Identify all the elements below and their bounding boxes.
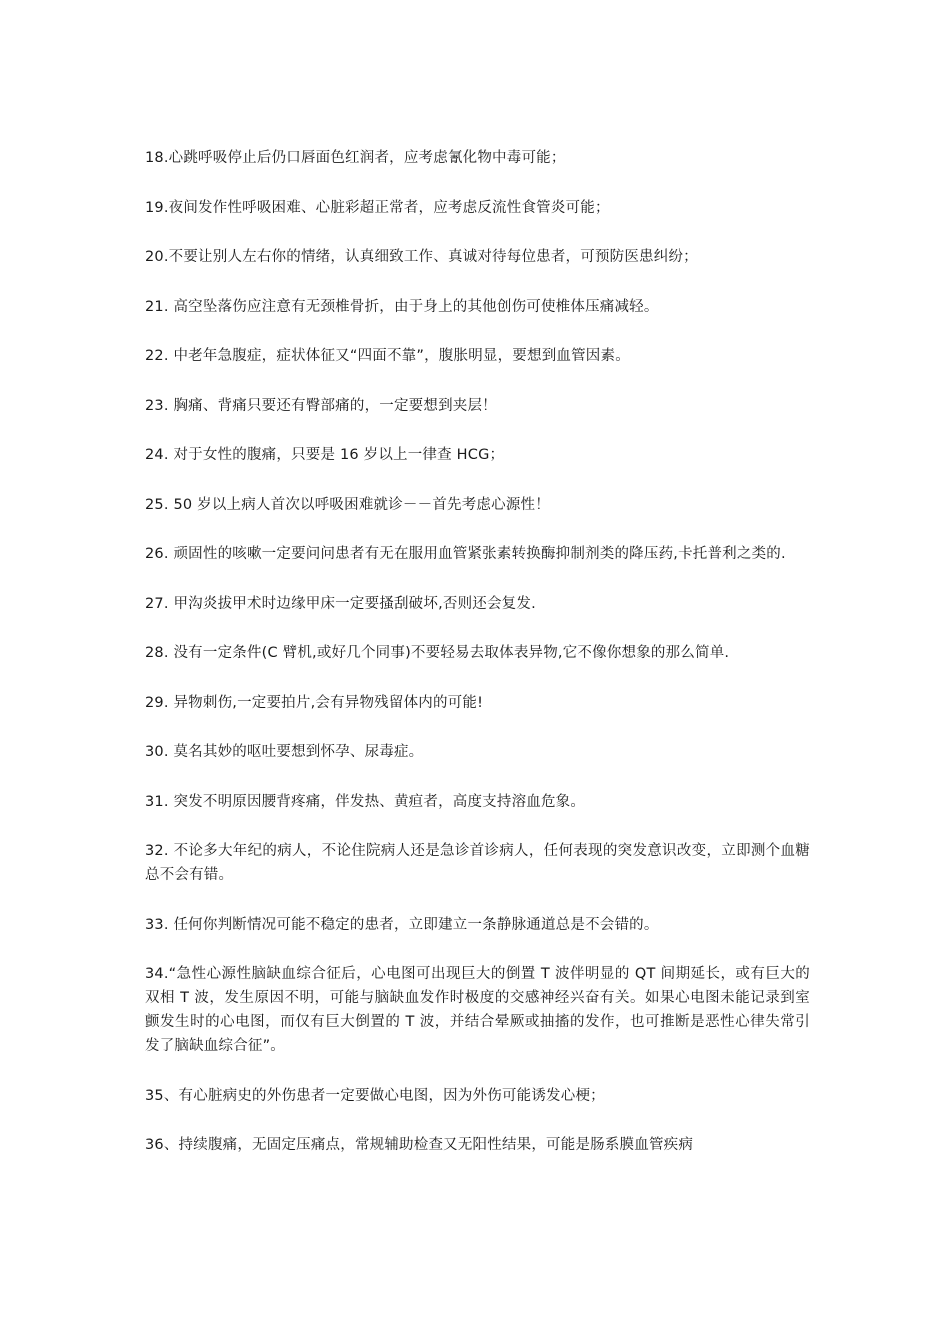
list-item: 19.夜间发作性呼吸困难、心脏彩超正常者，应考虑反流性食管炎可能； — [145, 199, 610, 216]
list-item: 29. 异物刺伤,一定要拍片,会有异物残留体内的可能! — [145, 694, 484, 711]
document-body — [145, 146, 810, 1183]
list-item: 21. 高空坠落伤应注意有无颈椎骨折，由于身上的其他创伤可使椎体压痛减轻。 — [145, 298, 659, 315]
list-item: 24. 对于女性的腹痛，只要是 16 岁以上一律查 HCG； — [145, 447, 505, 463]
list-item: 34.“急性心源性脑缺血综合征后，心电图可出现巨大的倒置 T 波伴明显的 QT 间期延长，或有巨大的双相 T 波，发生原因不明，可能与脑缺血发作时极度的交感神经兴奋有关。如果心电图未能记录到室颤发生时的心电图，而仅有巨大倒置的 T 波，并结合晕厥或抽搐的发作，也可推断是恶性心律失常引发了脑缺血综合征”。 — [145, 966, 810, 1054]
list-item: 27. 甲沟炎拔甲术时边缘甲床一定要搔刮破坏,否则还会复发. — [145, 595, 536, 612]
list-item: 28. 没有一定条件(C 臂机,或好几个同事)不要轻易去取体表异物,它不像你想象的那么简单. — [145, 645, 730, 661]
list-item: 23. 胸痛、背痛只要还有臀部痛的，一定要想到夹层！ — [145, 397, 497, 414]
list-item: 25. 50 岁以上病人首次以呼吸困难就诊－－首先考虑心源性！ — [145, 496, 550, 513]
list-item: 36、持续腹痛，无固定压痛点，常规辅助检查又无阳性结果，可能是肠系膜血管疾病 — [145, 1137, 694, 1153]
list-item: 31. 突发不明原因腰背疼痛，伴发热、黄疸者，高度支持溶血危象。 — [145, 793, 586, 810]
list-item: 30. 莫名其妙的呕吐要想到怀孕、尿毒症。 — [145, 744, 424, 760]
list-item: 20.不要让别人左右你的情绪，认真细致工作、真诚对待每位患者，可预防医患纠纷； — [145, 249, 698, 265]
list-item: 33. 任何你判断情况可能不稳定的患者，立即建立一条静脉通道总是不会错的。 — [145, 916, 659, 933]
list-item: 32. 不论多大年纪的病人，不论住院病人还是急诊首诊病人，任何表现的突发意识改变，立即测个血糖总不会有错。 — [145, 843, 810, 883]
list-item: 18.心跳呼吸停止后仍口唇面色红润者，应考虑氰化物中毒可能； — [145, 150, 566, 166]
list-item: 26. 顽固性的咳嗽一定要问问患者有无在服用血管紧张素转换酶抑制剂类的降压药,卡托普利之类的. — [145, 546, 786, 562]
list-item: 35、有心脏病史的外伤患者一定要做心电图，因为外伤可能诱发心梗； — [145, 1087, 605, 1104]
list-item: 22. 中老年急腹症，症状体征又“四面不靠”，腹胀明显，要想到血管因素。 — [145, 348, 630, 364]
